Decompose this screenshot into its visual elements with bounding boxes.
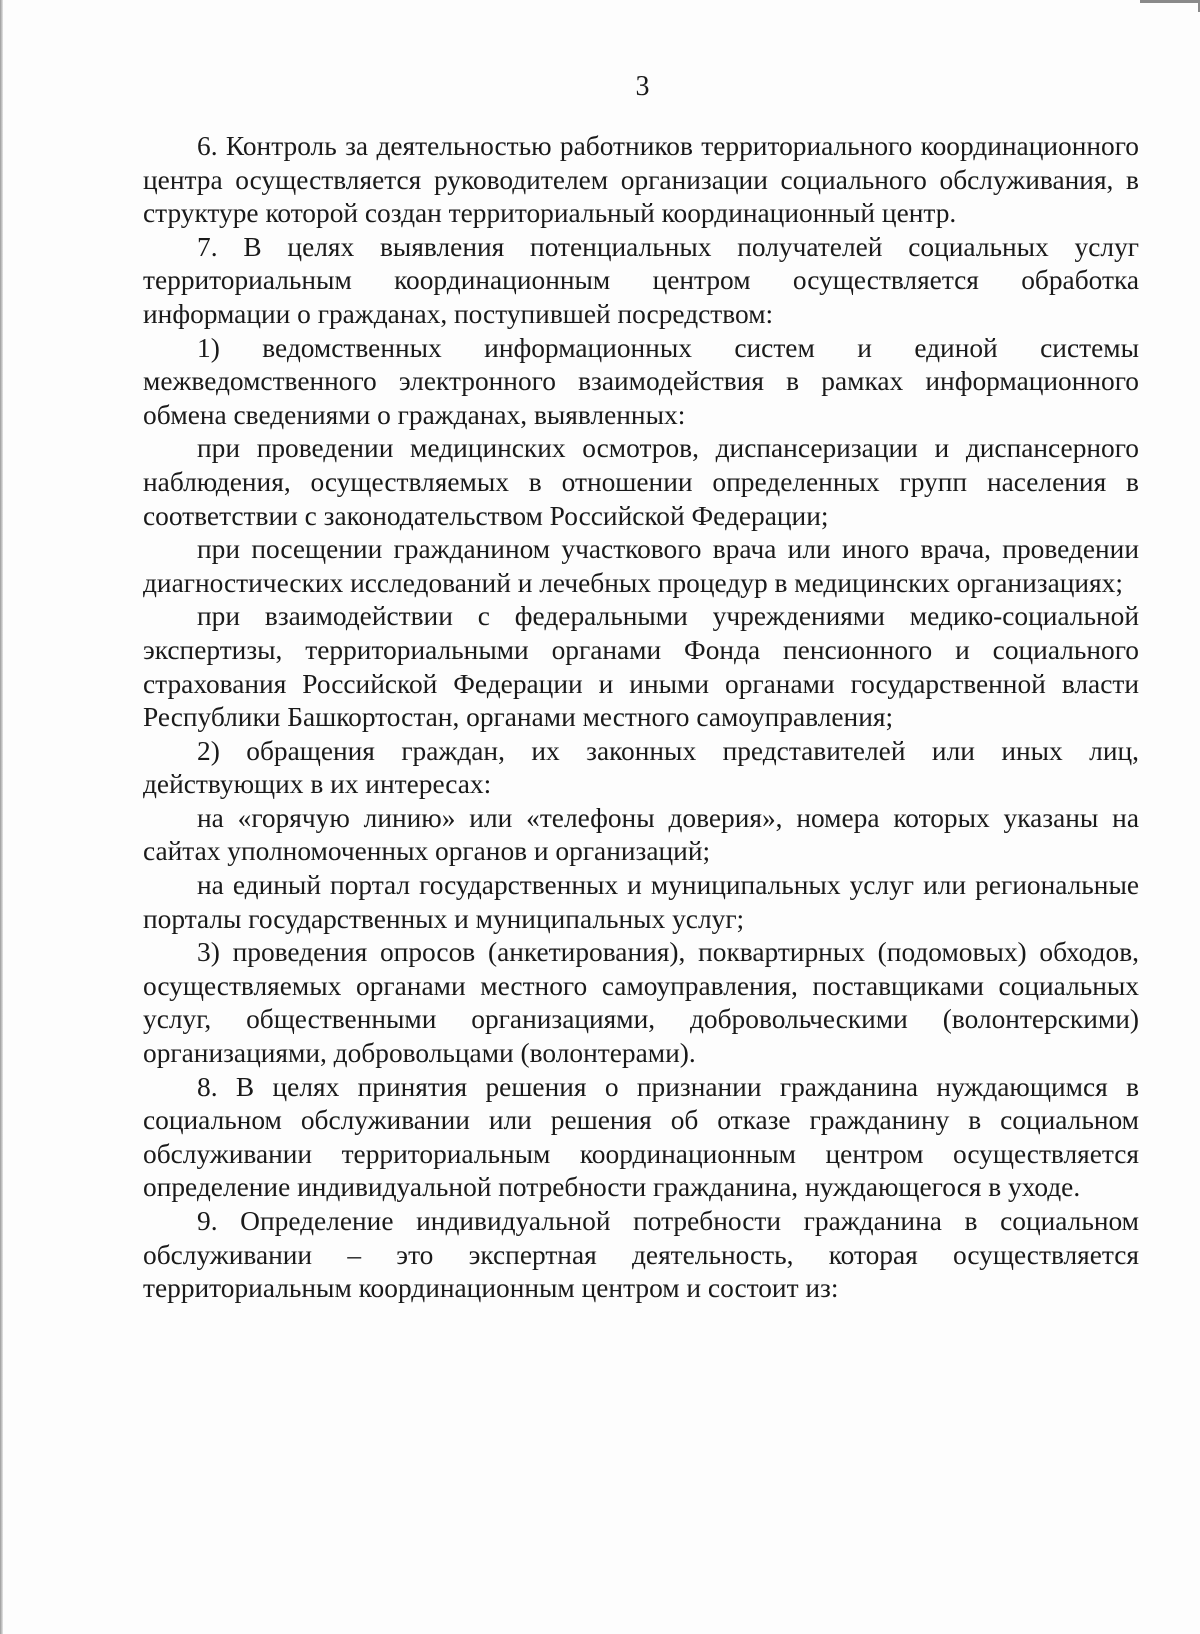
paragraph-6: 6. Контроль за деятельностью работников территориального координационного центра осуществляется руководителем организации социального обслуживания, в структуре которой создан территориальный координационный центр. xyxy=(143,131,1139,229)
paragraph-7-item-2-hotline: на «горячую линию» или «телефоны доверия», номера которых указаны на сайтах уполномоченных органов и организаций; xyxy=(143,802,1139,867)
paragraph-7-item-3: 3) проведения опросов (анкетирования), поквартирных (подомовых) обходов, осуществляемых органами местного самоуправления, поставщиками социальных услуг, общественными организациями, добровольческими (волонтерскими) организациями, добровольцами (волонтерами). xyxy=(143,937,1139,1069)
scan-edge-left xyxy=(0,0,3,1634)
paragraph-7: 7. В целях выявления потенциальных получателей социальных услуг территориальным координационным центром осуществляется обработка информации о гражданах, поступившей посредством: xyxy=(143,231,1139,329)
paragraph-7-item-1-medical-exams: при проведении медицинских осмотров, диспансеризации и диспансерного наблюдения, осуществляемых в отношении определенных групп населения в соответствии с законодательством Российской Федерации; xyxy=(143,433,1139,531)
paragraph-7-item-1: 1) ведомственных информационных систем и единой системы межведомственного электронного взаимодействия в рамках информационного обмена сведениями о гражданах, выявленных: xyxy=(143,332,1139,430)
paragraph-7-item-1-interaction: при взаимодействии с федеральными учреждениями медико-социальной экспертизы, территориальными органами Фонда пенсионного и социального страхования Российской Федерации и иными органами государственной власти Республики Башкортостан, органами местного самоуправления; xyxy=(143,601,1139,733)
scan-edge-top xyxy=(1140,0,1200,3)
paragraph-7-item-2-portal: на единый портал государственных и муниципальных услуг или региональные порталы государственных и муниципальных услуг; xyxy=(143,870,1139,934)
paragraph-8: 8. В целях принятия решения о признании гражданина нуждающимся в социальном обслуживании или решения об отказе гражданину в социальном обслуживании территориальным координационным центром осуществляется определение индивидуальной потребности гражданина, нуждающегося в уходе. xyxy=(143,1071,1139,1203)
paragraph-9: 9. Определение индивидуальной потребности гражданина в социальном обслуживании – это экспертная деятельность, которая осуществляется территориальным координационным центром и состоит из: xyxy=(143,1206,1139,1304)
paragraph-7-item-1-doctor-visits: при посещении гражданином участкового врача или иного врача, проведении диагностических исследований и лечебных процедур в медицинских организациях; xyxy=(143,534,1139,598)
paragraph-7-item-2: 2) обращения граждан, их законных представителей или иных лиц, действующих в их интересах: xyxy=(143,735,1139,800)
document-body xyxy=(143,130,1139,1306)
page-number: 3 xyxy=(635,71,650,102)
